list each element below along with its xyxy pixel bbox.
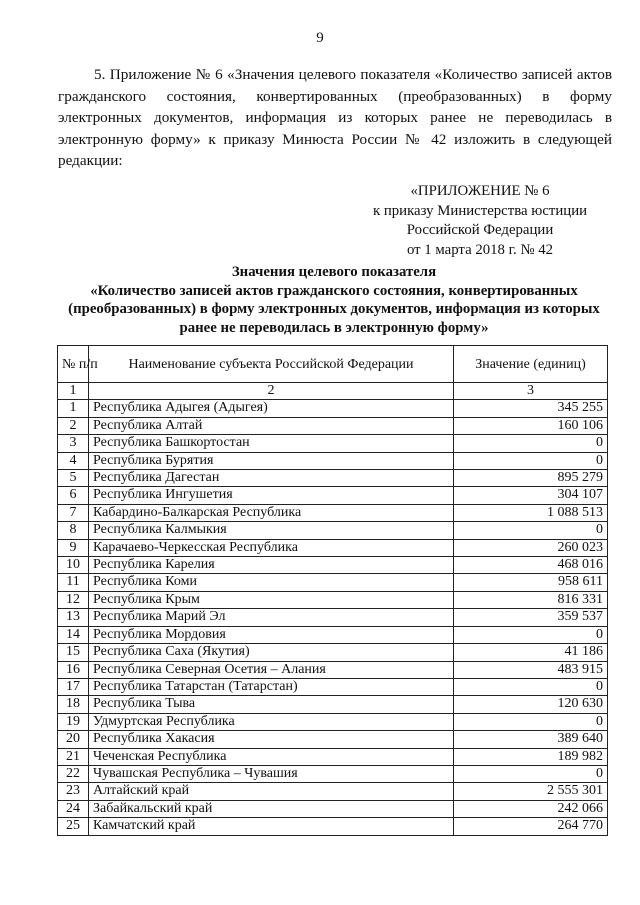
heading-line-3: (преобразованных) в форму электронных документов, информация из которых [68, 301, 600, 317]
table-row [58, 661, 608, 678]
row-number: 22 [58, 765, 89, 782]
row-number: 9 [58, 539, 89, 556]
column-number-1: 1 [58, 383, 89, 400]
row-region-name: Республика Бурятия [89, 452, 454, 469]
row-region-name: Республика Адыгея (Адыгея) [89, 400, 454, 417]
row-region-name: Республика Мордовия [89, 626, 454, 643]
row-value: 41 186 [454, 644, 608, 661]
column-number-row [58, 383, 608, 400]
table-row [58, 591, 608, 608]
page-number: 9 [316, 30, 324, 46]
table-row [58, 713, 608, 730]
row-value: 1 088 513 [454, 504, 608, 521]
row-number: 18 [58, 696, 89, 713]
row-region-name: Республика Калмыкия [89, 522, 454, 539]
table-row [58, 574, 608, 591]
row-number: 7 [58, 504, 89, 521]
column-number-2: 2 [89, 383, 454, 400]
table-row [58, 783, 608, 800]
row-region-name: Республика Башкортостан [89, 435, 454, 452]
row-value: 160 106 [454, 417, 608, 434]
row-value: 0 [454, 678, 608, 695]
row-number: 1 [58, 400, 89, 417]
row-value: 389 640 [454, 731, 608, 748]
row-region-name: Забайкальский край [89, 800, 454, 817]
row-value: 816 331 [454, 591, 608, 608]
intro-paragraph: 5. Приложение № 6 «Значения целевого показателя «Количество записей актов гражданского состояния, конвертированных (преобразованных) в форму электронных документов, информация из которых ранее не переводилась в электронную форму» к приказу Минюста России № 42 изложить в следующей редакции: [58, 66, 612, 169]
heading-line-1: Значения целевого показателя [231, 264, 437, 280]
row-number: 21 [58, 748, 89, 765]
table-row [58, 626, 608, 643]
row-value: 895 279 [454, 470, 608, 487]
table-row [58, 731, 608, 748]
row-number: 2 [58, 417, 89, 434]
row-value: 0 [454, 452, 608, 469]
row-value: 958 611 [454, 574, 608, 591]
appendix-title: «ПРИЛОЖЕНИЕ № 6 [410, 183, 550, 199]
row-value: 0 [454, 435, 608, 452]
table-row [58, 522, 608, 539]
header-name: Наименование субъекта Российской Федерации [89, 346, 454, 383]
row-number: 14 [58, 626, 89, 643]
table-header-row [58, 346, 608, 383]
row-region-name: Республика Коми [89, 574, 454, 591]
table-row [58, 800, 608, 817]
table-row [58, 539, 608, 556]
appendix-line-3: от 1 марта 2018 г. № 42 [406, 241, 554, 258]
row-number: 15 [58, 644, 89, 661]
row-value: 242 066 [454, 800, 608, 817]
column-number-3: 3 [454, 383, 608, 400]
row-number: 4 [58, 452, 89, 469]
row-number: 11 [58, 574, 89, 591]
table-row [58, 748, 608, 765]
row-value: 120 630 [454, 696, 608, 713]
row-value: 0 [454, 765, 608, 782]
row-region-name: Карачаево-Черкесская Республика [89, 539, 454, 556]
row-value: 260 023 [454, 539, 608, 556]
row-region-name: Республика Северная Осетия – Алания [89, 661, 454, 678]
row-number: 3 [58, 435, 89, 452]
table-row [58, 452, 608, 469]
row-number: 25 [58, 818, 89, 835]
row-number: 17 [58, 678, 89, 695]
row-value: 483 915 [454, 661, 608, 678]
table-body [58, 400, 608, 835]
appendix-line-1: к приказу Министерства юстиции [372, 202, 588, 219]
row-region-name: Республика Саха (Якутия) [89, 644, 454, 661]
row-number: 13 [58, 609, 89, 626]
table-row [58, 557, 608, 574]
row-value: 189 982 [454, 748, 608, 765]
row-value: 0 [454, 522, 608, 539]
table-row [58, 470, 608, 487]
row-number: 6 [58, 487, 89, 504]
row-number: 20 [58, 731, 89, 748]
table-row [58, 818, 608, 835]
appendix-reference-block [360, 182, 600, 260]
header-value: Значение (единиц) [454, 346, 608, 383]
row-region-name: Республика Крым [89, 591, 454, 608]
row-number: 10 [58, 557, 89, 574]
row-number: 5 [58, 470, 89, 487]
row-value: 264 770 [454, 818, 608, 835]
row-value: 304 107 [454, 487, 608, 504]
heading-line-2: «Количество записей актов гражданского состояния, конвертированных [90, 282, 578, 299]
row-number: 24 [58, 800, 89, 817]
row-value: 0 [454, 713, 608, 730]
row-number: 16 [58, 661, 89, 678]
row-value: 359 537 [454, 609, 608, 626]
row-region-name: Чеченская Республика [89, 748, 454, 765]
row-number: 8 [58, 522, 89, 539]
row-value: 345 255 [454, 400, 608, 417]
row-region-name: Алтайский край [89, 783, 454, 800]
row-region-name: Республика Тыва [89, 696, 454, 713]
table-row [58, 417, 608, 434]
table-row [58, 400, 608, 417]
row-value: 0 [454, 626, 608, 643]
table-row [58, 609, 608, 626]
row-region-name: Республика Алтай [89, 417, 454, 434]
row-number: 19 [58, 713, 89, 730]
row-number: 12 [58, 591, 89, 608]
row-region-name: Республика Татарстан (Татарстан) [89, 678, 454, 695]
row-region-name: Республика Марий Эл [89, 609, 454, 626]
table-row [58, 644, 608, 661]
row-region-name: Республика Ингушетия [89, 487, 454, 504]
heading-line-4: ранее не переводилась в электронную форму» [179, 319, 489, 336]
row-region-name: Удмуртская Республика [89, 713, 454, 730]
row-region-name: Чувашская Республика – Чувашия [89, 765, 454, 782]
row-region-name: Республика Карелия [89, 557, 454, 574]
row-region-name: Республика Дагестан [89, 470, 454, 487]
values-table [57, 345, 608, 836]
appendix-line-2: Российской Федерации [406, 222, 554, 239]
table-row [58, 696, 608, 713]
row-region-name: Республика Хакасия [89, 731, 454, 748]
table-row [58, 435, 608, 452]
row-region-name: Кабардино-Балкарская Республика [89, 504, 454, 521]
table-row [58, 487, 608, 504]
row-number: 23 [58, 783, 89, 800]
header-num: № п/п [58, 346, 89, 383]
table-heading [40, 263, 628, 337]
table-row [58, 678, 608, 695]
table-row [58, 765, 608, 782]
row-region-name: Камчатский край [89, 818, 454, 835]
row-value: 2 555 301 [454, 783, 608, 800]
table-row [58, 504, 608, 521]
row-value: 468 016 [454, 557, 608, 574]
